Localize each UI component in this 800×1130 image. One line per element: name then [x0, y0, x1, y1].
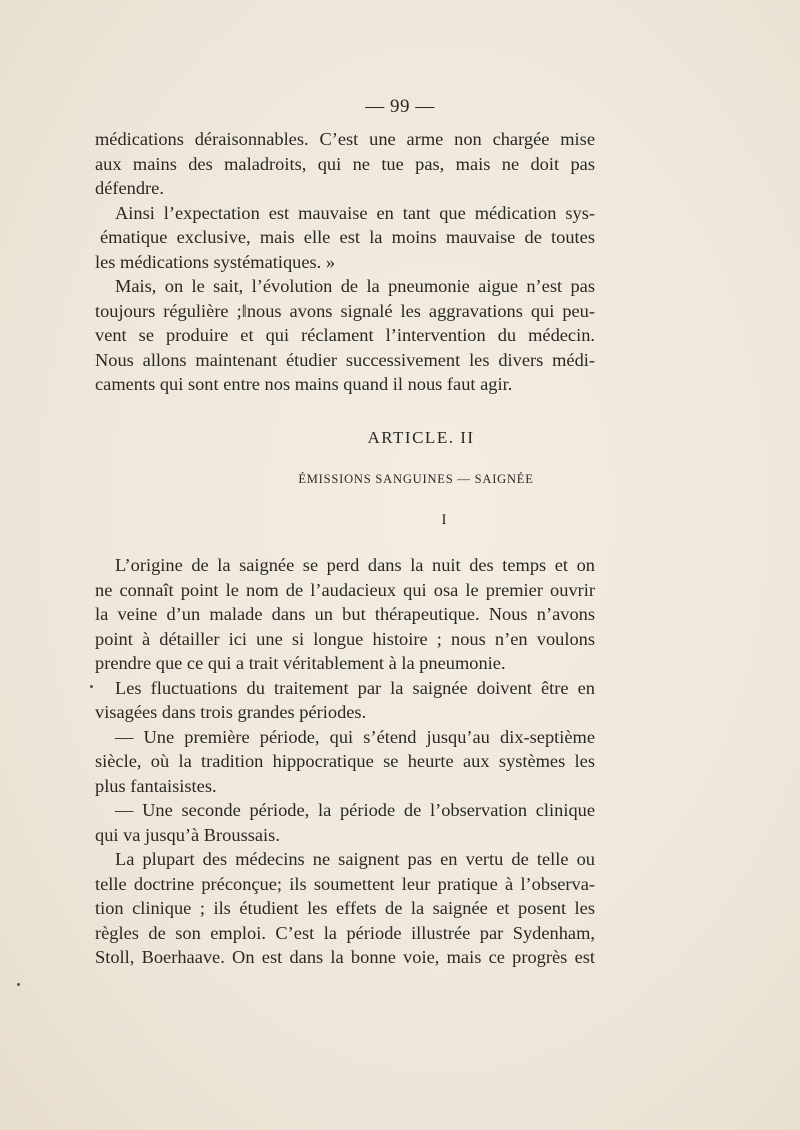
- text-line: — Une seconde période, la période de l’observation clinique: [115, 800, 595, 820]
- text-line: point à détailler ici une si longue histoire ; nous n’en voulons: [95, 628, 595, 649]
- text-line: Ainsi l’expectation est mauvaise en tant que médication sys-: [115, 202, 595, 223]
- text-line: plus fantaisistes.: [95, 775, 217, 796]
- text-block-bottom: [95, 553, 595, 970]
- text-line: qui va jusqu’à Broussais.: [95, 824, 280, 845]
- section-subheading: ÉMISSIONS SANGUINES — SAIGNÉE: [298, 472, 534, 486]
- text-line: Stoll, Boerhaave. On est dans la bonne voie, mais ce progrès est: [95, 947, 595, 967]
- text-line: — Une première période, qui s’étend jusqu’au dix-septième: [115, 726, 595, 747]
- text-line: visagées dans trois grandes périodes.: [95, 702, 367, 722]
- text-line: L’origine de la saignée se perd dans la nuit des temps et on: [115, 555, 595, 575]
- text-line: La plupart des médecins ne saignent pas en vertu de telle ou: [115, 849, 595, 869]
- section-numeral: I: [441, 512, 447, 528]
- text-line: défendre.: [95, 178, 164, 198]
- text-block-top: [95, 127, 595, 397]
- text-line: aux mains des maladroits, qui ne tue pas, mais ne doit pas: [95, 153, 595, 174]
- text-line: tion clinique ; ils étudient les effets de la saignée et posent les: [95, 898, 595, 918]
- ink-speck: [90, 685, 93, 688]
- text-line: Les fluctuations du traitement par la saignée doivent être en: [115, 677, 595, 698]
- text-line: telle doctrine préconçue; ils soumettent leur pratique à l’observa-: [95, 873, 595, 894]
- text-line: prendre que ce qui a trait véritablement à la pneumonie.: [95, 653, 506, 673]
- text-line: les médications systématiques. »: [95, 251, 336, 272]
- text-line: toujours régulière ;‖nous avons signalé les aggravations qui peu-: [95, 300, 595, 321]
- text-line: vent se produire et qui réclament l’intervention du médecin.: [95, 325, 595, 345]
- ink-speck: [17, 983, 20, 986]
- text-line: médications déraisonnables. C’est une arme non chargée mise: [95, 129, 595, 149]
- text-line: Nous allons maintenant étudier successivement les divers médi-: [95, 349, 595, 370]
- text-line: ématique exclusive, mais elle est la moins mauvaise de toutes: [100, 227, 595, 247]
- text-line: la veine d’un malade dans un but thérapeutique. Nous n’avons: [95, 604, 595, 624]
- text-line: caments qui sont entre nos mains quand il nous faut agir.: [95, 374, 513, 394]
- text-line: règles de son emploi. C’est la période illustrée par Sydenham,: [95, 922, 595, 943]
- text-line: Mais, on le sait, l’évolution de la pneumonie aigue n’est pas: [115, 276, 595, 296]
- page-number: — 99 —: [365, 96, 435, 117]
- text-line: siècle, où la tradition hippocratique se heurte aux systèmes les: [95, 751, 595, 771]
- text-line: ne connaît point le nom de l’audacieux qui osa le premier ouvrir: [95, 579, 595, 600]
- article-heading: ARTICLE. II: [367, 428, 475, 447]
